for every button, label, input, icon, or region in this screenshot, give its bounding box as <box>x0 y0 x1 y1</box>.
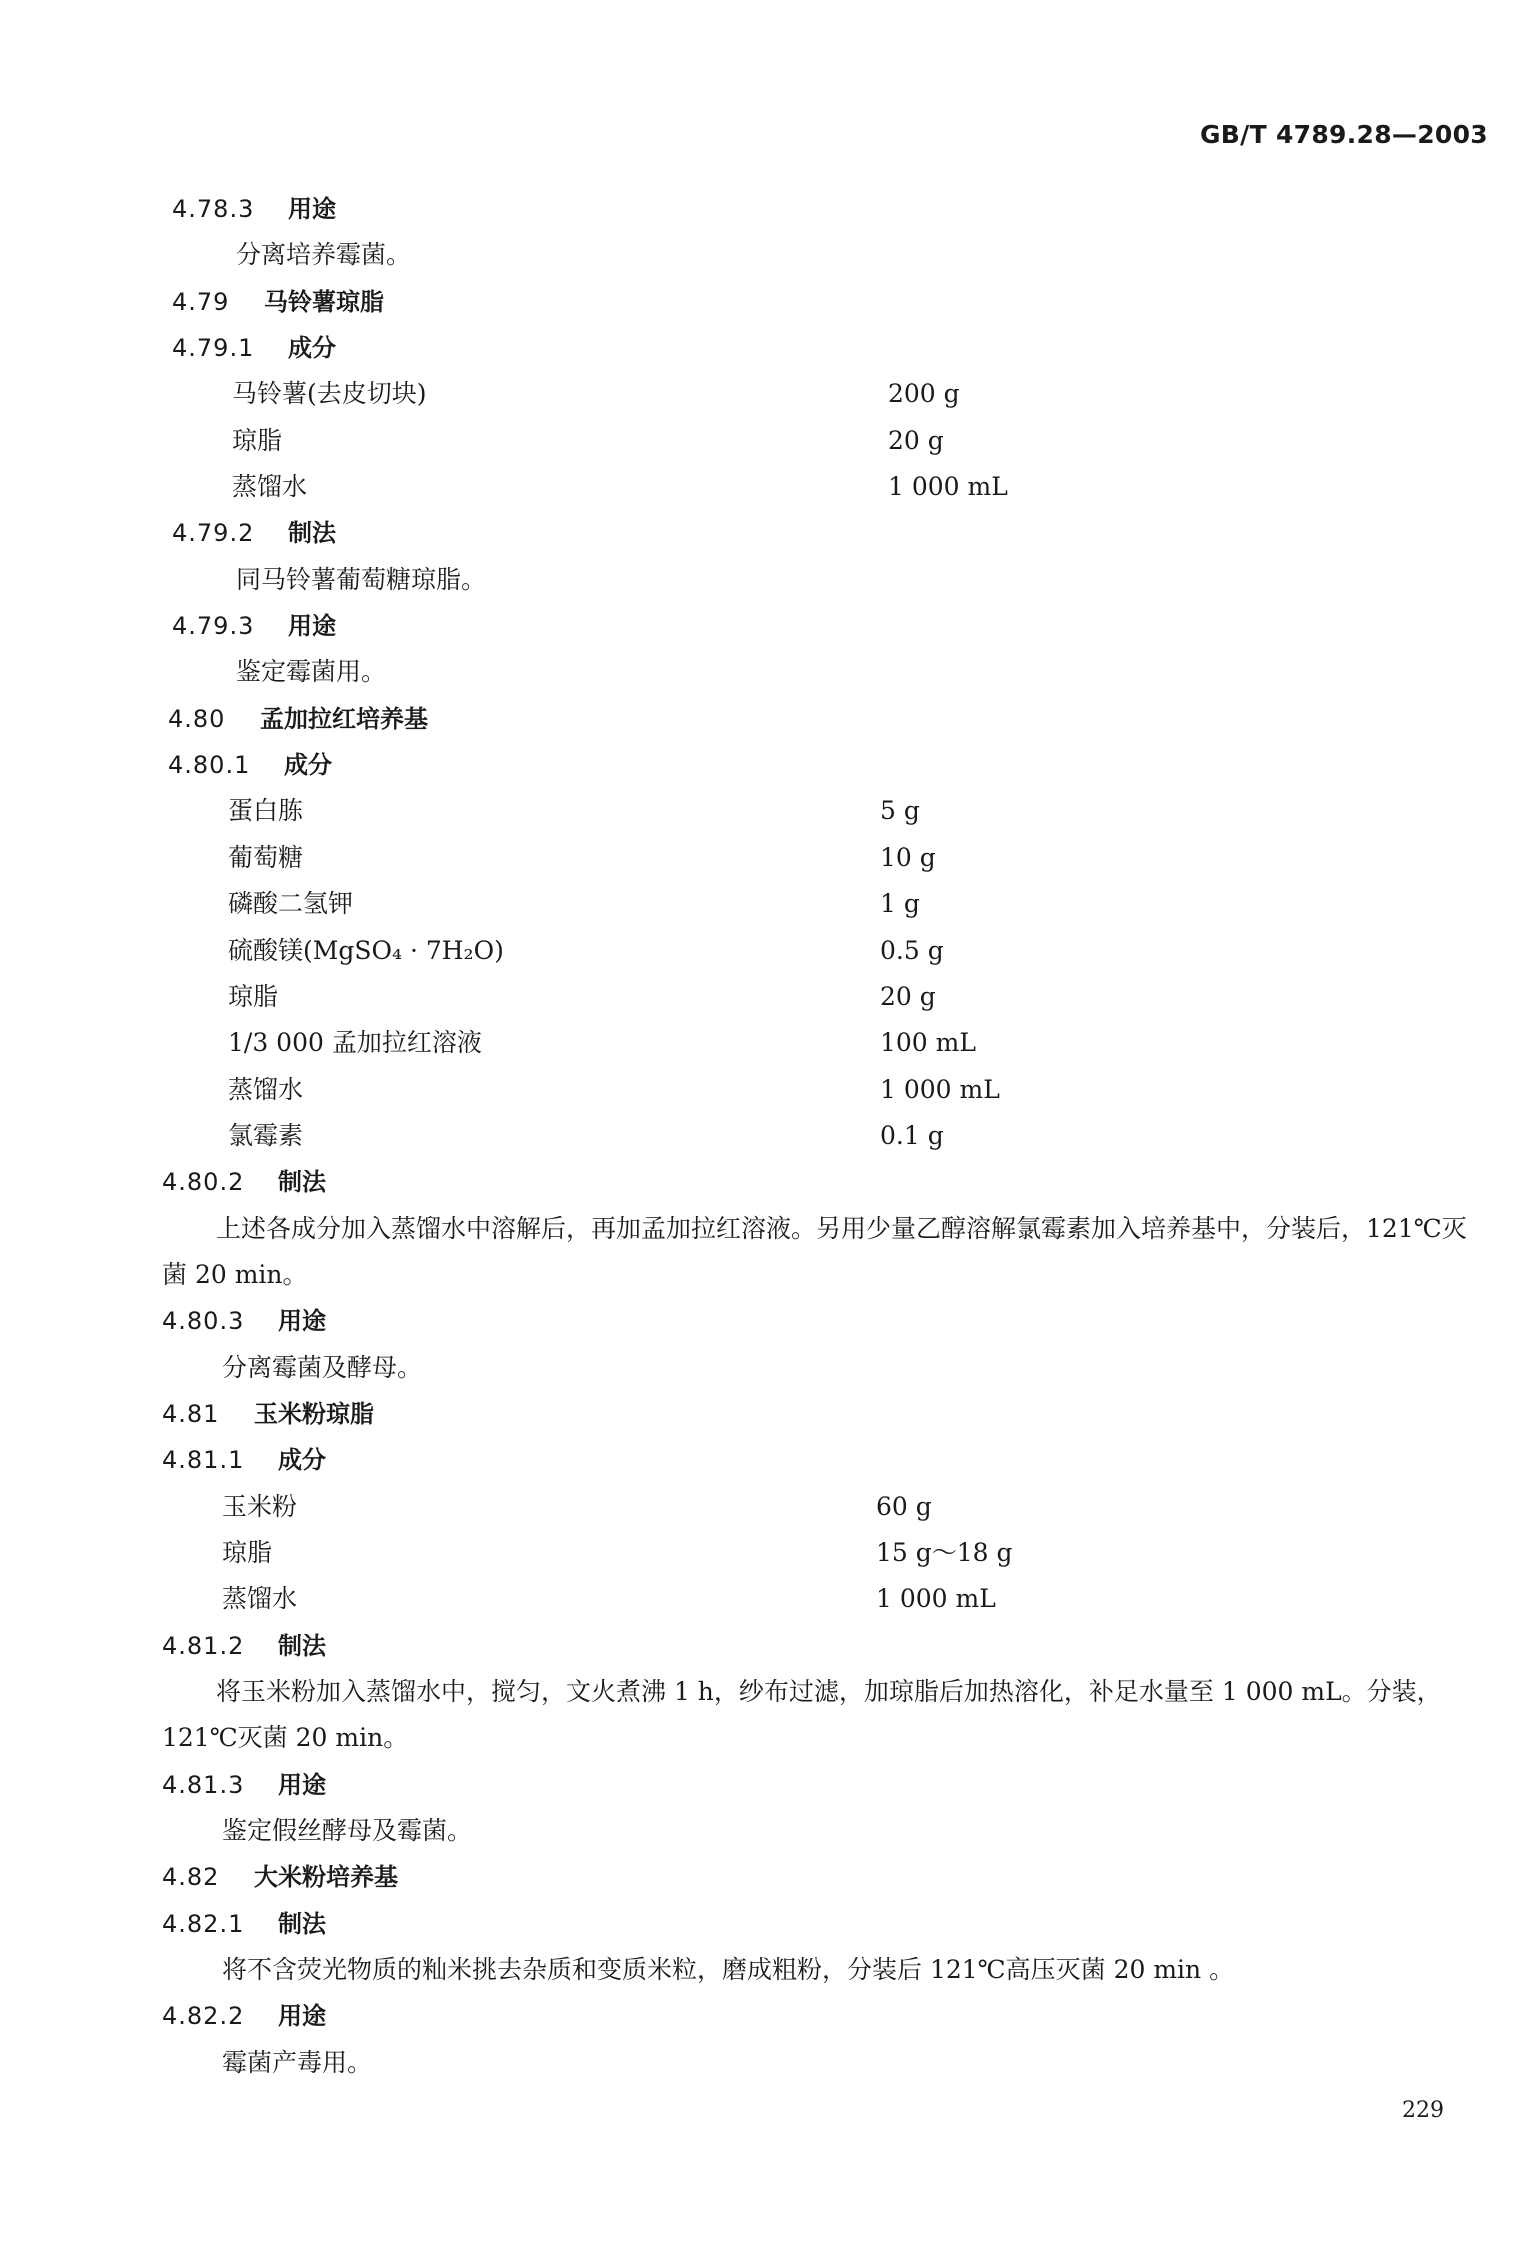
heading-number: 4.79.2 <box>172 519 255 548</box>
heading-number: 4.80.3 <box>162 1307 245 1336</box>
heading-title: 制法 <box>278 1909 326 1938</box>
ingredient-row <box>0 371 1536 417</box>
heading-title: 成分 <box>278 1446 326 1475</box>
heading-title: 成分 <box>284 751 332 780</box>
heading-number: 4.79.3 <box>172 612 255 641</box>
ingredient-amount: 5 g <box>880 796 920 826</box>
ingredient-amount: 60 g <box>876 1491 932 1521</box>
ingredient-row <box>0 835 1536 881</box>
heading-4-82 <box>0 1854 1536 1900</box>
heading-4-82-2 <box>0 1993 1536 2039</box>
use-text-4-79-3: 鉴定霉菌用。 <box>236 657 387 687</box>
ingredient-amount: 20 g <box>888 425 944 455</box>
heading-number: 4.80.1 <box>168 751 251 780</box>
heading-title: 玉米粉琼脂 <box>254 1399 374 1428</box>
heading-4-80-1 <box>0 742 1536 788</box>
ingredient-amount: 15 g～18 g <box>876 1537 1013 1567</box>
heading-title: 用途 <box>278 1307 326 1336</box>
heading-4-80-2 <box>0 1159 1536 1205</box>
ingredient-row <box>0 1020 1536 1066</box>
ingredient-name: 马铃薯(去皮切块) <box>232 379 427 409</box>
ingredient-name: 蒸馏水 <box>228 1074 304 1104</box>
ingredient-amount: 200 g <box>888 379 960 409</box>
heading-4-78-3 <box>0 186 1536 232</box>
heading-title: 用途 <box>288 195 336 223</box>
method-text: 将玉米粉加入蒸馏水中，搅匀，文火煮沸 1 h，纱布过滤，加琼脂后加热溶化，补足水量至 1 000 mL。分装，121℃灭菌 20 min。 <box>162 1677 1442 1753</box>
ingredient-name: 琼脂 <box>222 1537 273 1567</box>
ingredient-amount: 1 000 mL <box>888 472 1008 502</box>
ingredient-row <box>0 1484 1536 1530</box>
heading-title: 制法 <box>288 519 336 548</box>
ingredient-row <box>0 1067 1536 1113</box>
ingredient-row <box>0 464 1536 510</box>
heading-4-80-3 <box>0 1298 1536 1344</box>
heading-title: 用途 <box>288 612 336 641</box>
heading-number: 4.78.3 <box>172 195 255 223</box>
heading-number: 4.80.2 <box>162 1168 245 1197</box>
method-paragraph-4-81-2 <box>162 1669 1482 1762</box>
document-body <box>0 186 1536 2086</box>
ingredient-amount: 0.5 g <box>880 935 944 965</box>
ingredient-amount: 1 000 mL <box>880 1074 1000 1104</box>
ingredient-name: 蒸馏水 <box>222 1584 298 1614</box>
ingredient-name: 氯霉素 <box>228 1120 304 1150</box>
heading-4-81 <box>0 1391 1536 1437</box>
page-number: 229 <box>1402 2098 1444 2123</box>
heading-4-79-1 <box>0 325 1536 371</box>
ingredient-name: 琼脂 <box>232 425 283 455</box>
heading-number: 4.79 <box>172 287 230 316</box>
ingredient-row <box>0 928 1536 974</box>
heading-title: 大米粉培养基 <box>254 1863 398 1892</box>
heading-title: 制法 <box>278 1168 326 1197</box>
use-text-4-78-3: 分离培养霉菌。 <box>236 240 412 270</box>
use-text-4-82-2: 霉菌产毒用。 <box>222 2047 373 2077</box>
ingredient-amount: 1 g <box>880 889 920 919</box>
ingredient-amount: 20 g <box>880 981 936 1011</box>
heading-4-80 <box>0 696 1536 742</box>
ingredient-row <box>0 881 1536 927</box>
ingredient-name: 蛋白胨 <box>228 796 304 826</box>
ingredient-row <box>0 1576 1536 1622</box>
ingredient-name: 磷酸二氢钾 <box>228 889 354 919</box>
heading-4-79-2 <box>0 510 1536 556</box>
ingredient-row <box>0 418 1536 464</box>
heading-number: 4.82 <box>162 1863 220 1892</box>
method-paragraph-4-80-2 <box>162 1206 1472 1299</box>
heading-number: 4.82.1 <box>162 1909 245 1938</box>
heading-4-81-1 <box>0 1437 1536 1483</box>
heading-number: 4.81.2 <box>162 1631 245 1660</box>
method-text-4-79-2: 同马铃薯葡萄糖琼脂。 <box>236 564 487 594</box>
use-text-4-81-3: 鉴定假丝酵母及霉菌。 <box>222 1816 473 1846</box>
ingredient-row <box>0 788 1536 834</box>
heading-4-79-3 <box>0 603 1536 649</box>
heading-title: 孟加拉红培养基 <box>260 704 428 733</box>
ingredient-amount: 0.1 g <box>880 1120 944 1150</box>
ingredient-name: 琼脂 <box>228 981 279 1011</box>
heading-number: 4.82.2 <box>162 2002 245 2031</box>
ingredient-row <box>0 1113 1536 1159</box>
ingredient-amount: 1 000 mL <box>876 1584 996 1614</box>
heading-number: 4.80 <box>168 704 226 733</box>
ingredient-name: 葡萄糖 <box>228 842 304 872</box>
ingredient-amount: 100 mL <box>880 1028 976 1058</box>
use-text-4-80-3: 分离霉菌及酵母。 <box>222 1352 423 1382</box>
heading-number: 4.79.1 <box>172 334 255 363</box>
method-text: 上述各成分加入蒸馏水中溶解后，再加孟加拉红溶液。另用少量乙醇溶解氯霉素加入培养基中，分装后，121℃灭菌 20 min。 <box>162 1213 1467 1289</box>
heading-number: 4.81.1 <box>162 1446 245 1475</box>
heading-4-81-2 <box>0 1623 1536 1669</box>
heading-number: 4.81 <box>162 1399 220 1428</box>
ingredient-row <box>0 974 1536 1020</box>
ingredient-row <box>0 1530 1536 1576</box>
heading-title: 用途 <box>278 2002 326 2031</box>
heading-4-81-3 <box>0 1762 1536 1808</box>
ingredient-name: 蒸馏水 <box>232 472 308 502</box>
standard-code: GB/T 4789.28—2003 <box>1199 120 1488 149</box>
ingredient-name: 硫酸镁(MgSO₄ · 7H₂O) <box>228 935 504 965</box>
heading-title: 成分 <box>288 334 336 363</box>
heading-title: 马铃薯琼脂 <box>264 287 384 316</box>
method-text-4-82-1: 将不含荧光物质的籼米挑去杂质和变质米粒，磨成粗粉，分装后 121℃高压灭菌 20 min 。 <box>222 1955 1235 1985</box>
heading-4-79 <box>0 279 1536 325</box>
ingredient-amount: 10 g <box>880 842 936 872</box>
heading-title: 制法 <box>278 1631 326 1660</box>
heading-title: 用途 <box>278 1770 326 1799</box>
heading-number: 4.81.3 <box>162 1770 245 1799</box>
heading-4-82-1 <box>0 1901 1536 1947</box>
ingredient-name: 玉米粉 <box>222 1491 298 1521</box>
ingredient-name: 1/3 000 孟加拉红溶液 <box>228 1028 482 1058</box>
